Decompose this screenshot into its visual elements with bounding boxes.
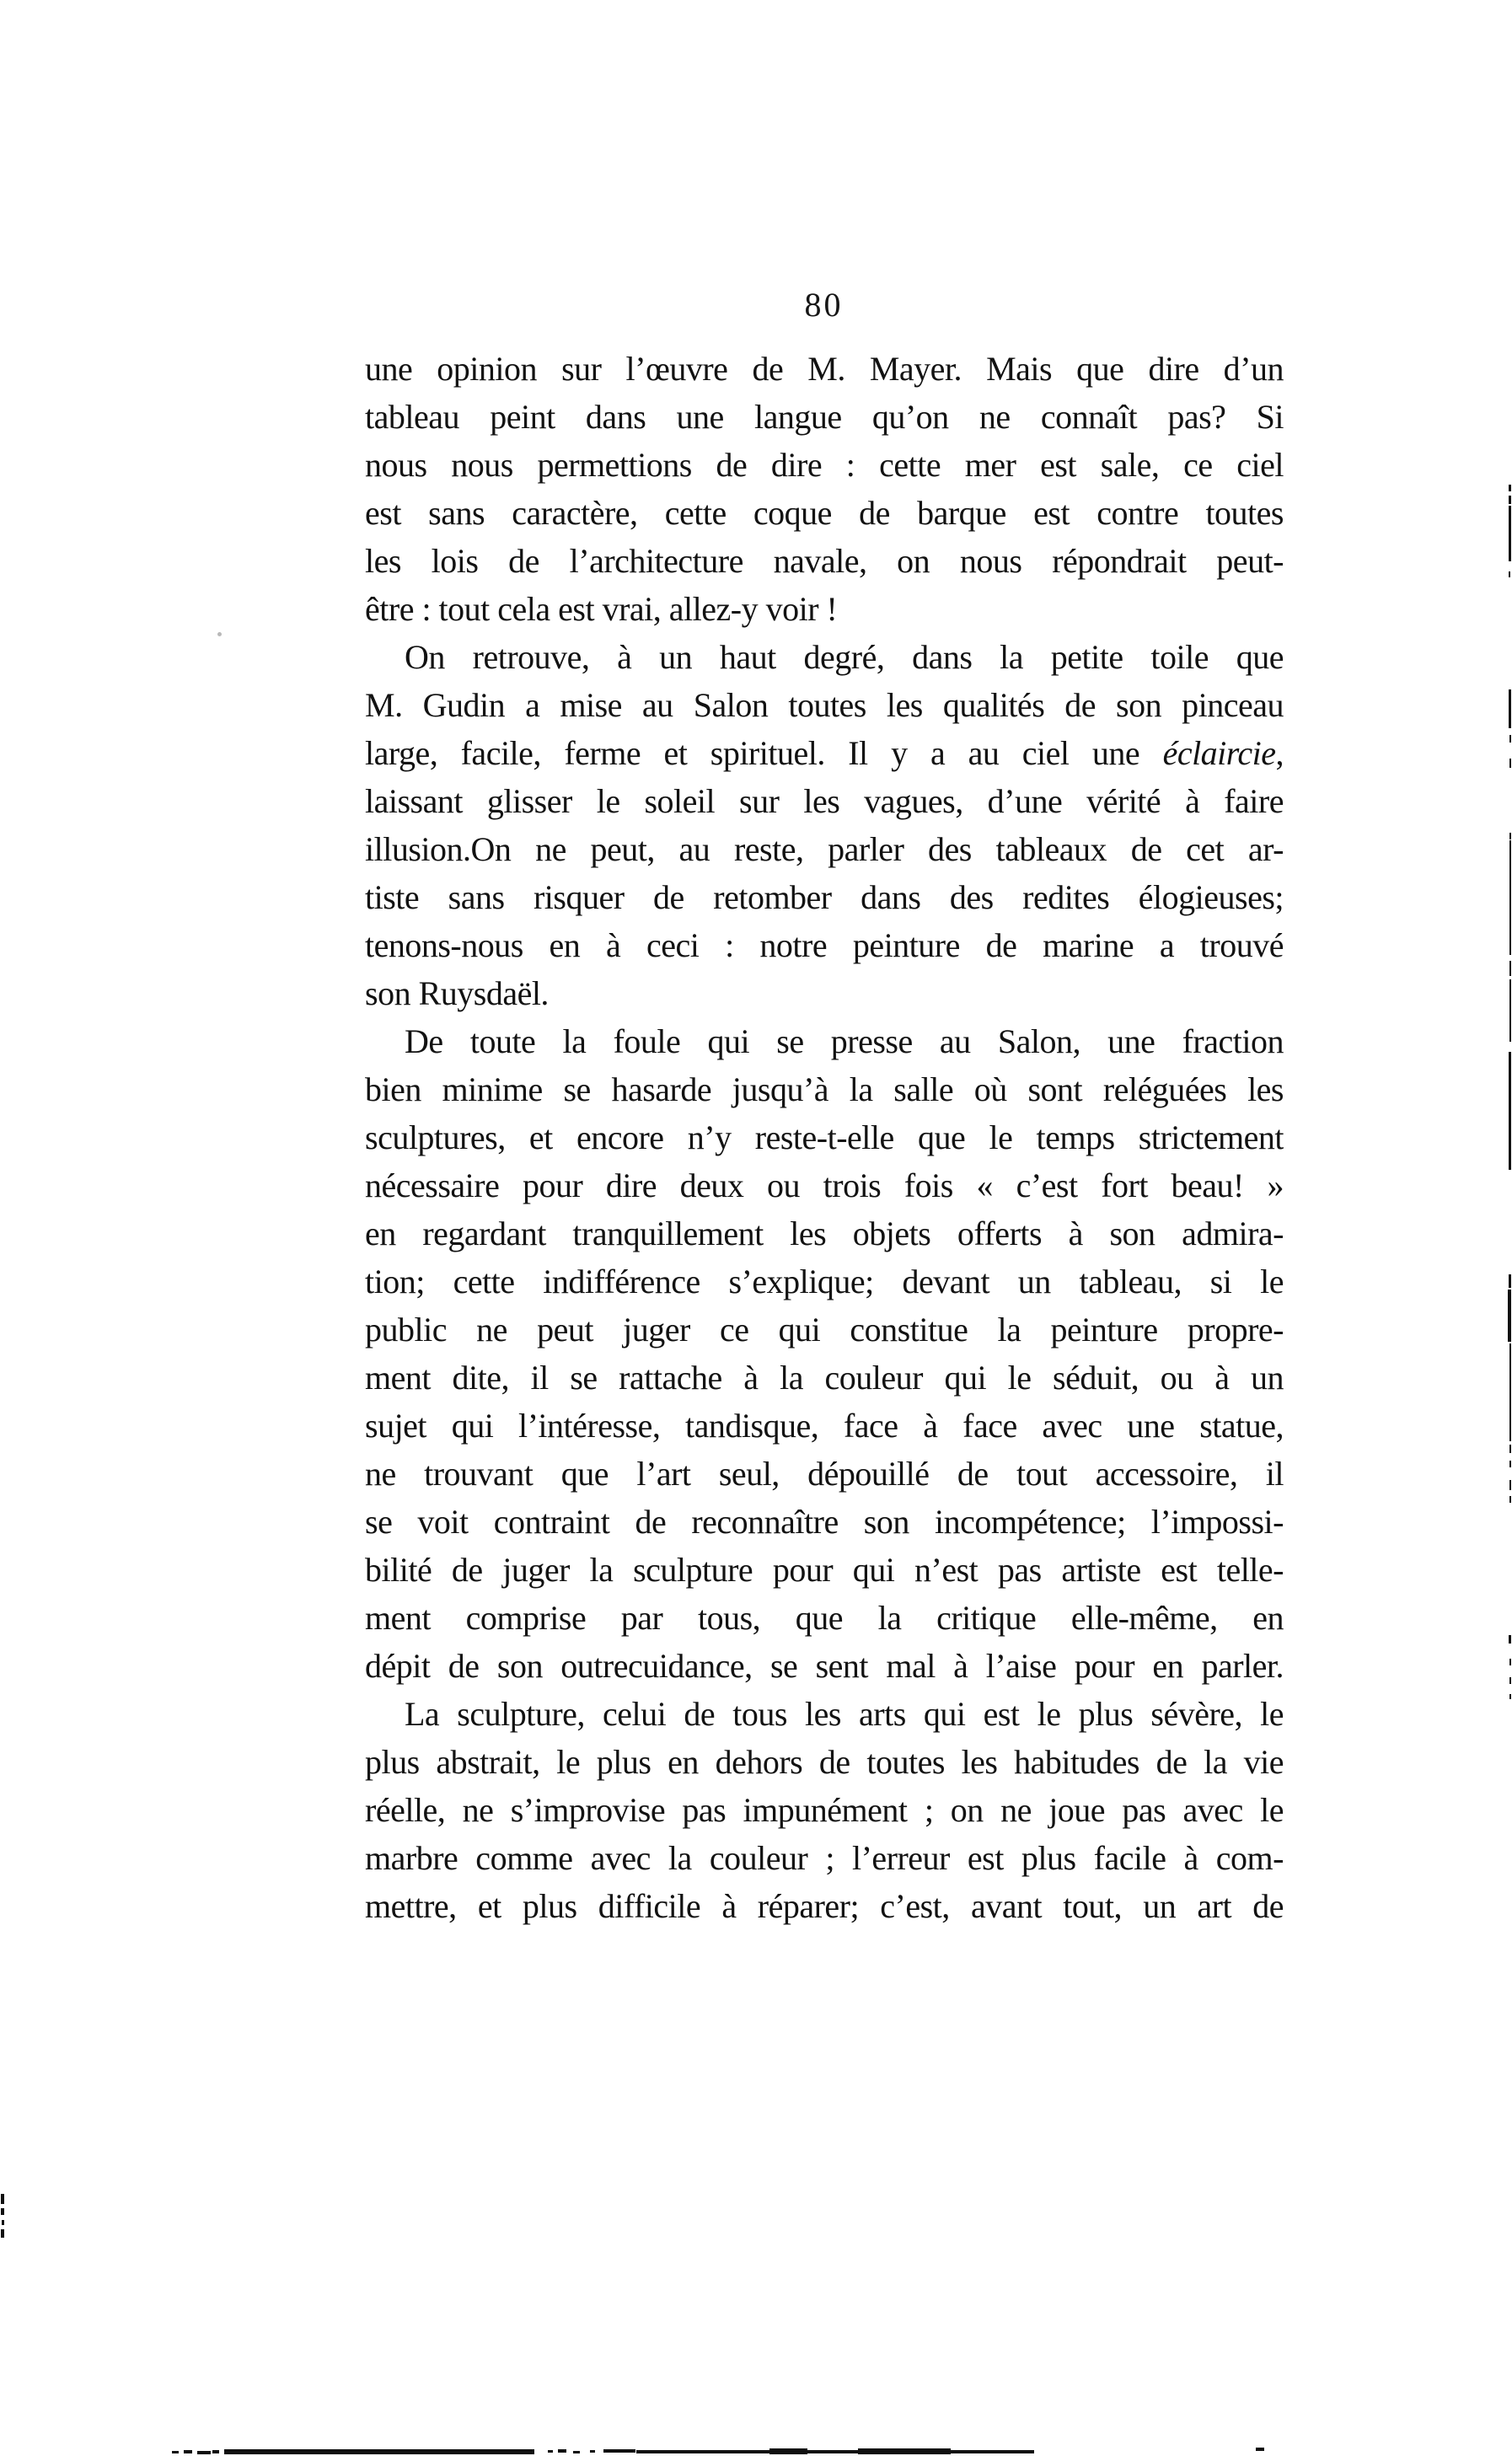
scan-artifact-mark: [1509, 735, 1511, 743]
scan-artifact-mark: [603, 2449, 635, 2453]
text-run: large, facile, ferme et spirituel. Il y a au ciel une: [365, 734, 1163, 772]
scan-artifact-mark: [1508, 1290, 1511, 1342]
scan-artifact-mark: [1509, 506, 1511, 561]
text-line: ne trouvant que l’art seul, dépouillé de tout accessoire, il: [365, 1455, 1284, 1493]
page-number: 80: [804, 286, 844, 324]
scan-artifact-mark: [1509, 961, 1511, 976]
text-line: en regardant tranquillement les objets offerts à son admira-: [365, 1215, 1284, 1252]
italic-text-run: éclaircie: [1162, 734, 1276, 772]
text-line: tion; cette indifférence s’explique; devant un tableau, si le: [365, 1263, 1284, 1300]
text-line: On retrouve, à un haut degré, dans la petite toile que: [405, 638, 1284, 676]
scan-artifact-mark: [1509, 833, 1511, 839]
scan-artifact-mark: [1509, 1694, 1511, 1699]
text-line: M. Gudin a mise au Salon toutes les qualités de son pinceau: [365, 686, 1284, 724]
scan-artifact-mark: [212, 2450, 219, 2453]
text-line: nous nous permettions de dire : cette mer est sale, ce ciel: [365, 446, 1284, 484]
scan-artifact-mark: [1, 2194, 4, 2204]
text-line: bien minime se hasarde jusqu’à la salle où sont reléguées les: [365, 1070, 1284, 1108]
text-line: ment comprise par tous, que la critique elle-même, en: [365, 1599, 1284, 1637]
text-line: [365, 729, 1284, 777]
scan-artifact-mark: [1509, 1635, 1511, 1644]
text-line: est sans caractère, cette coque de barque est contre toutes: [365, 494, 1284, 532]
scan-artifact-mark: [1, 2208, 4, 2215]
scan-artifact-mark: [184, 2450, 192, 2453]
text-line: tenons-nous en à ceci : notre peinture de marine a trouvé: [365, 926, 1284, 964]
scan-artifact-mark: [1509, 1343, 1511, 1441]
text-line: son Ruysdaël.: [365, 974, 549, 1012]
scan-artifact-mark: [1509, 979, 1511, 1042]
text-line: illusion.On ne peut, au reste, parler des tableaux de cet ar-: [365, 830, 1284, 868]
scan-artifact-mark: [636, 2450, 1034, 2453]
scan-artifact-mark: [858, 2448, 951, 2454]
scan-artifact-mark: [1509, 485, 1511, 491]
scan-artifact-mark: [217, 632, 222, 636]
scan-artifact-mark: [1509, 1659, 1511, 1665]
scan-artifact-mark: [590, 2450, 595, 2453]
scan-artifact-mark: [769, 2448, 807, 2454]
scan-artifact-mark: [1509, 1480, 1511, 1490]
text-line: laissant glisser le soleil sur les vagues, d’une vérité à faire: [365, 782, 1284, 820]
text-line: marbre comme avec la couleur ; l’erreur est plus facile à com-: [365, 1839, 1284, 1877]
scan-artifact-mark: [1509, 1461, 1511, 1467]
scan-artifact-mark: [172, 2451, 179, 2453]
scan-artifact-mark: [1509, 1677, 1511, 1684]
scan-artifact-mark: [1509, 571, 1510, 577]
text-line: nécessaire pour dire deux ou trois fois « c’est fort beau! »: [365, 1166, 1284, 1204]
text-run: ,: [1275, 734, 1284, 772]
scan-artifact-mark: [224, 2449, 534, 2454]
text-line: être : tout cela est vrai, allez-y voir !: [365, 590, 838, 628]
text-line: ment dite, il se rattache à la couleur qui le séduit, ou à un: [365, 1359, 1284, 1397]
scan-artifact-mark: [1509, 496, 1511, 504]
text-line: tableau peint dans une langue qu’on ne connaît pas? Si: [365, 398, 1284, 436]
scan-artifact-mark: [1509, 1052, 1511, 1170]
text-line: public ne peut juger ce qui constitue la peinture propre-: [365, 1311, 1284, 1349]
text-line: une opinion sur l’œuvre de M. Mayer. Mais que dire d’un: [365, 350, 1284, 388]
text-line: sculptures, et encore n’y reste-t-elle que le temps strictement: [365, 1118, 1284, 1156]
scan-artifact-mark: [558, 2449, 566, 2453]
scan-artifact-mark: [1509, 840, 1511, 955]
text-line: De toute la foule qui se presse au Salon, une fraction: [405, 1022, 1284, 1060]
text-line: dépit de son outrecuidance, se sent mal à l’aise pour en parler.: [365, 1647, 1284, 1685]
scan-artifact-mark: [2, 2220, 4, 2225]
text-line: réelle, ne s’improvise pas impunément ; on ne joue pas avec le: [365, 1791, 1284, 1829]
text-line: tiste sans risquer de retomber dans des redites élogieuses;: [365, 878, 1284, 916]
scan-artifact-mark: [1509, 1496, 1511, 1503]
scan-artifact-mark: [1509, 689, 1511, 728]
scan-artifact-mark: [1509, 759, 1511, 768]
text-line: plus abstrait, le plus en dehors de toutes les habitudes de la vie: [365, 1743, 1284, 1781]
text-line: La sculpture, celui de tous les arts qui est le plus sévère, le: [405, 1695, 1284, 1733]
scan-artifact-mark: [1509, 1445, 1511, 1453]
text-line: les lois de l’architecture navale, on nous répondrait peut-: [365, 542, 1284, 580]
text-line: bilité de juger la sculpture pour qui n’est pas artiste est telle-: [365, 1551, 1284, 1589]
scan-artifact-mark: [197, 2451, 211, 2454]
scan-artifact-mark: [573, 2451, 580, 2453]
text-line: se voit contraint de reconnaître son incompétence; l’impossi-: [365, 1503, 1284, 1541]
scan-artifact-mark: [548, 2450, 553, 2453]
text-line: mettre, et plus difficile à réparer; c’est, avant tout, un art de: [365, 1887, 1284, 1925]
scan-artifact-mark: [1256, 2448, 1264, 2451]
text-line: sujet qui l’intéresse, tandisque, face à face avec une statue,: [365, 1407, 1284, 1445]
scan-artifact-mark: [1509, 1274, 1511, 1288]
body-text: [365, 345, 1284, 1930]
scan-artifact-mark: [1, 2229, 4, 2238]
